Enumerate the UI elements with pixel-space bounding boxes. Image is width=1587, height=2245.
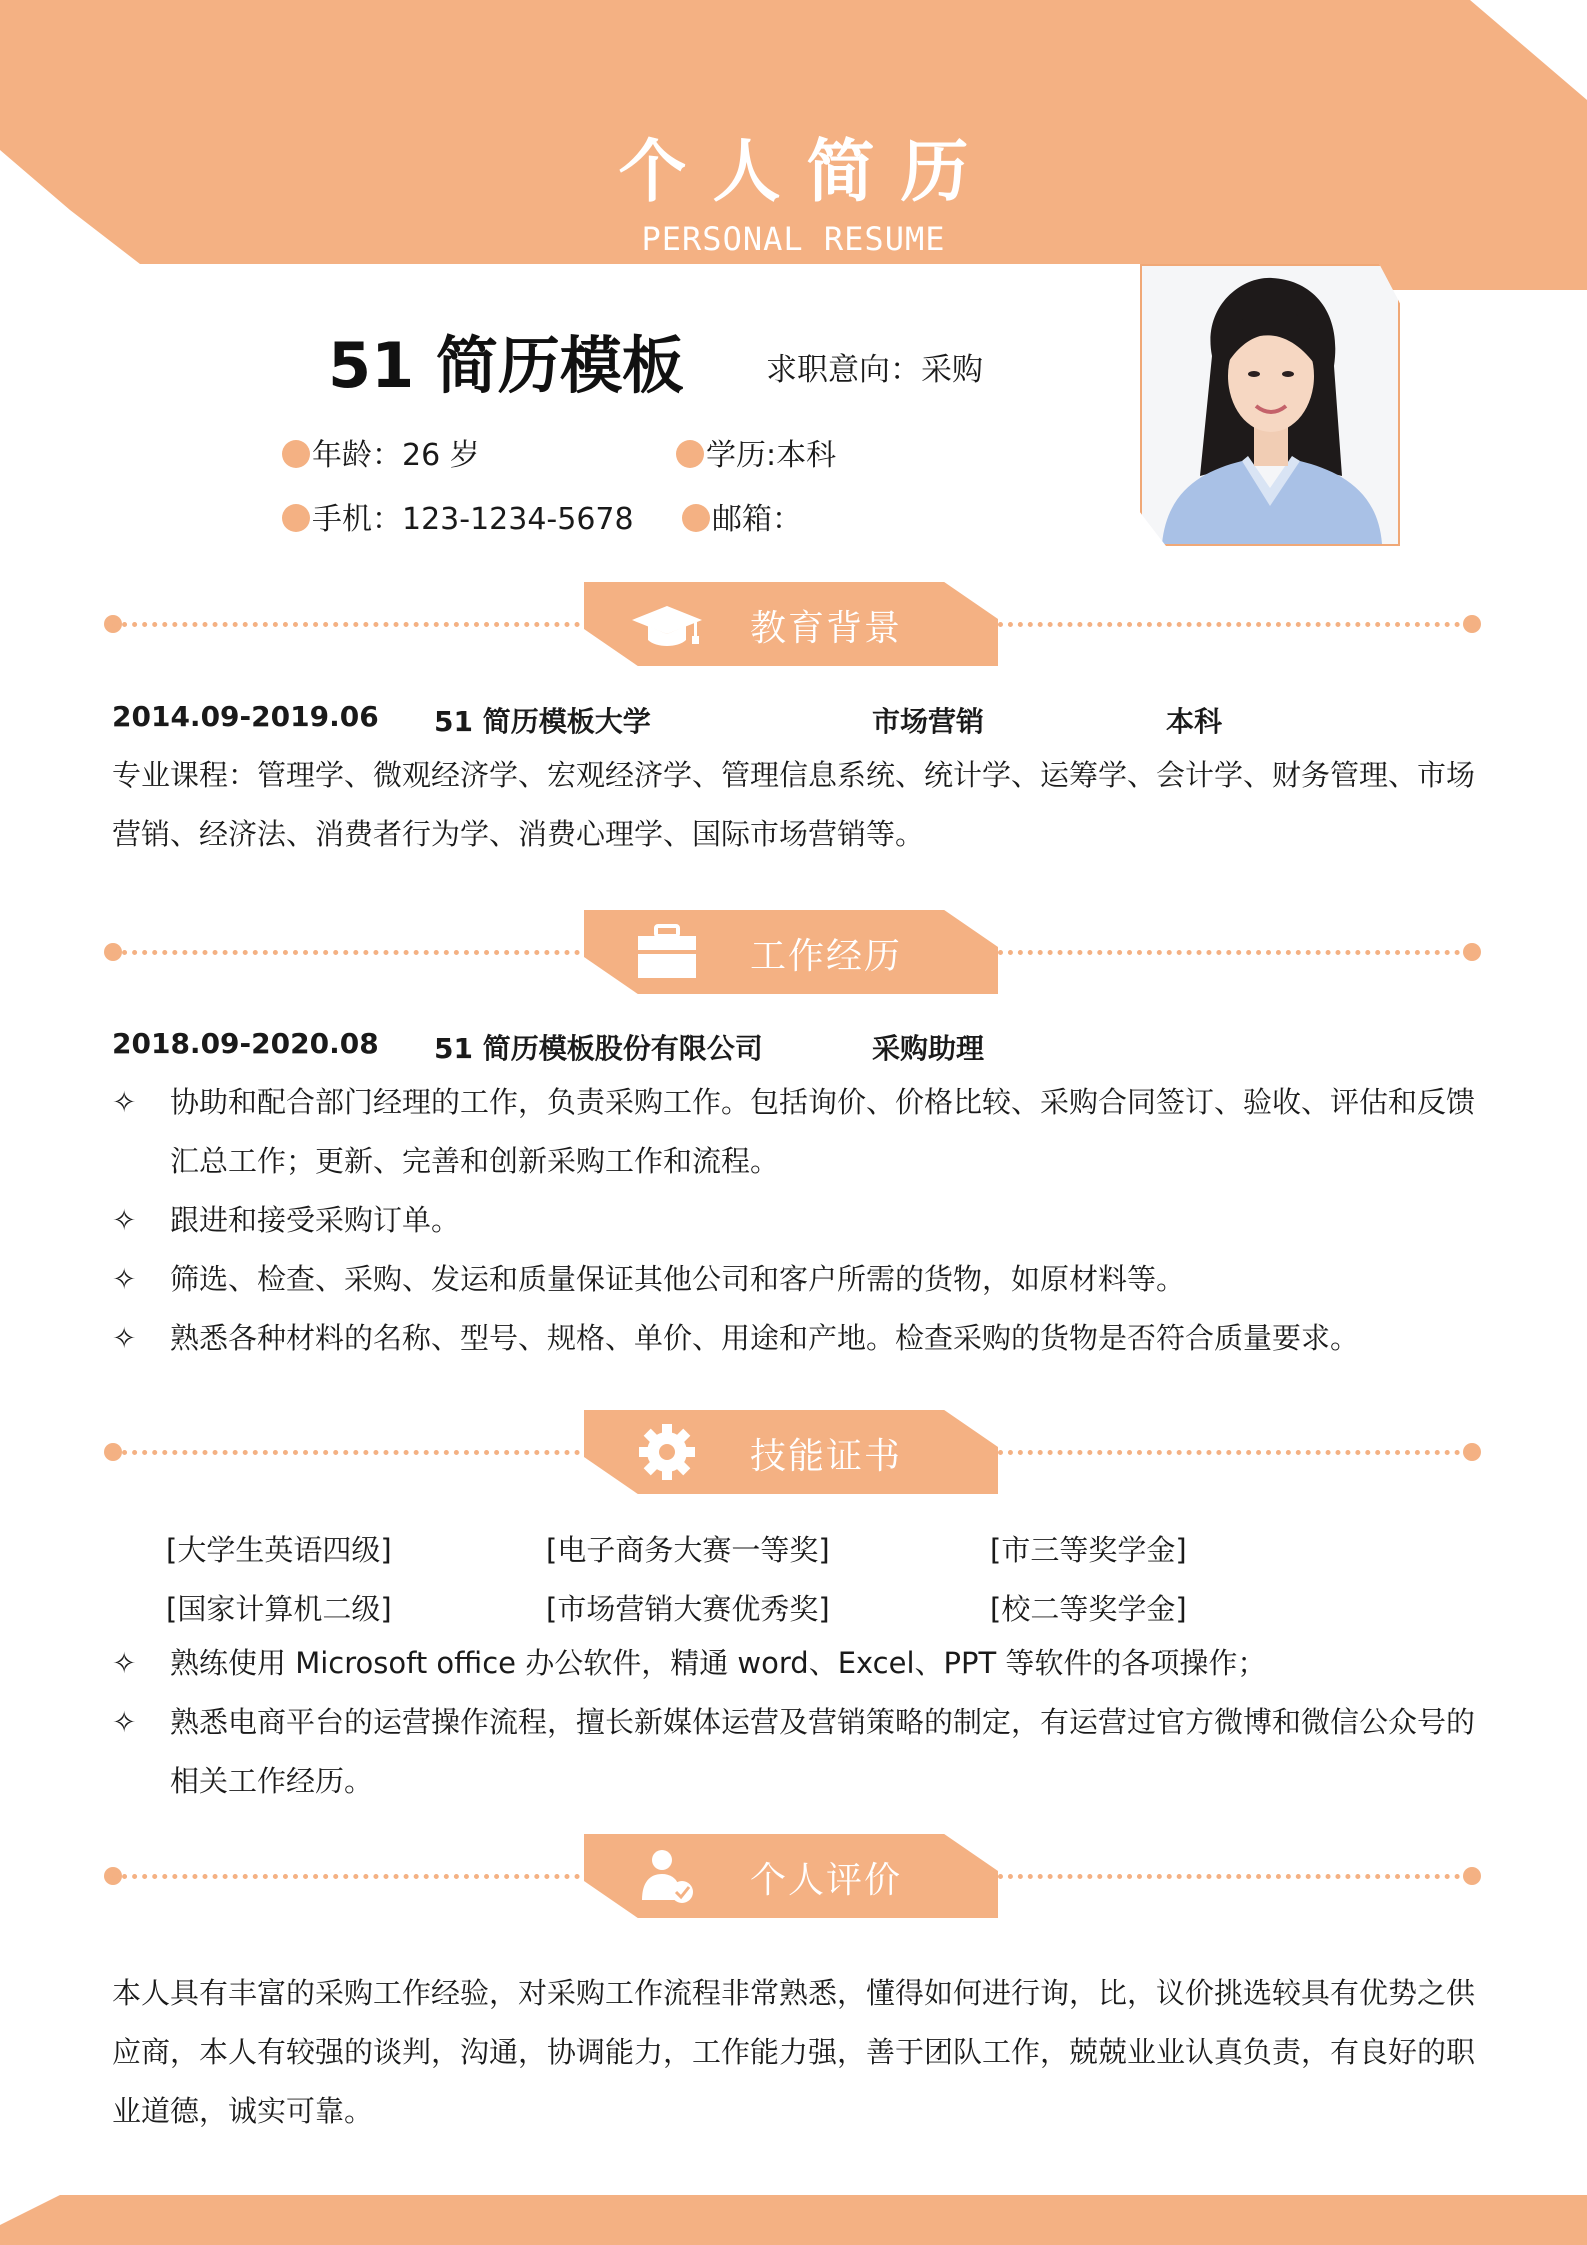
skill-bullet: ✧ 熟悉电商平台的运营操作流程，擅长新媒体运营及营销策略的制定，有运营过官方微博和微信公众号的相关工作经历。 [112, 1693, 1482, 1811]
diamond-star-icon: ✧ [112, 1085, 137, 1119]
education-info: 学历:本科 [676, 430, 836, 474]
edu-degree: 本科 [1166, 705, 1223, 738]
divider-right [998, 1450, 1470, 1455]
bullet-dot [682, 504, 710, 532]
divider-left [112, 622, 580, 627]
gear-icon [632, 1424, 702, 1480]
section-education-heading [0, 582, 1587, 666]
section-skills-heading [0, 1410, 1587, 1494]
certificate: [市场营销大赛优秀奖] [546, 1592, 830, 1626]
work-bullet: ✧ 跟进和接受采购订单。 [112, 1191, 1482, 1250]
line-end-dot [1463, 1867, 1481, 1885]
age-info: 年龄：26 岁 [282, 430, 480, 474]
page-subtitle: PERSONAL RESUME [641, 220, 946, 258]
diamond-star-icon: ✧ [112, 1321, 137, 1355]
edu-courses: 专业课程：管理学、微观经济学、宏观经济学、管理信息系统、统计学、运筹学、会计学、财务管理、市场营销、经济法、消费者行为学、消费心理学、国际市场营销等。 [112, 758, 1476, 851]
work-bullet: ✧ 协助和配合部门经理的工作，负责采购工作。包括询价、价格比较、采购合同签订、验收、评估和反馈汇总工作；更新、完善和创新采购工作和流程。 [112, 1073, 1482, 1191]
section-work-heading [0, 910, 1587, 994]
work-company: 51 简历模板股份有限公司 [434, 1032, 763, 1065]
bullet-dot [282, 440, 310, 468]
line-end-dot [1463, 943, 1481, 961]
bullet-dot [282, 504, 310, 532]
divider-left [112, 1874, 580, 1879]
divider-left [112, 1450, 580, 1455]
section-evaluation-heading [0, 1834, 1587, 1918]
divider-right [998, 1874, 1470, 1879]
certificate: [电子商务大赛一等奖] [546, 1533, 830, 1567]
section-title: 个人评价 [750, 1860, 903, 1901]
work-bullet: ✧ 熟悉各种材料的名称、型号、规格、单价、用途和产地。检查采购的货物是否符合质量要求。 [112, 1309, 1482, 1368]
diamond-star-icon: ✧ [112, 1203, 137, 1237]
graduation-cap-icon [632, 596, 702, 652]
phone-info: 手机：123-1234-5678 [282, 494, 634, 538]
section-title: 技能证书 [750, 1436, 903, 1477]
edu-major: 市场营销 [872, 705, 985, 738]
self-evaluation-text: 本人具有丰富的采购工作经验，对采购工作流程非常熟悉，懂得如何进行询，比，议价挑选较具有优势之供应商，本人有较强的谈判，沟通，协调能力，工作能力强，善于团队工作，兢兢业业认真负责，有良好的职业道德，诚实可靠。 [112, 1976, 1476, 2128]
page-title: 个人简历 [618, 133, 995, 212]
edu-school: 51 简历模板大学 [434, 705, 651, 738]
profile-photo [1140, 264, 1400, 546]
skill-bullet: ✧ 熟练使用 Microsoft office 办公软件，精通 word、Excel、PPT 等软件的各项操作； [112, 1634, 1482, 1693]
section-title: 工作经历 [750, 936, 903, 977]
work-period: 2018.09-2020.08 [112, 1027, 379, 1060]
divider-right [998, 950, 1470, 955]
certificate: [市三等奖学金] [990, 1533, 1187, 1567]
diamond-star-icon: ✧ [112, 1262, 137, 1296]
divider-left [112, 950, 580, 955]
bullet-dot [676, 440, 704, 468]
certificate: [校二等奖学金] [990, 1592, 1187, 1626]
email-info: 邮箱： [682, 494, 802, 538]
briefcase-icon [632, 924, 702, 980]
diamond-star-icon: ✧ [112, 1646, 137, 1680]
divider-right [998, 622, 1470, 627]
user-check-icon [632, 1848, 702, 1904]
candidate-name: 51 简历模板 [328, 329, 684, 402]
section-title: 教育背景 [750, 608, 903, 649]
job-intent: 求职意向：采购 [766, 352, 983, 388]
edu-period: 2014.09-2019.06 [112, 700, 379, 733]
diamond-star-icon: ✧ [112, 1705, 137, 1739]
work-position: 采购助理 [872, 1032, 985, 1065]
line-end-dot [1463, 615, 1481, 633]
work-bullet: ✧ 筛选、检查、采购、发运和质量保证其他公司和客户所需的货物，如原材料等。 [112, 1250, 1482, 1309]
line-end-dot [1463, 1443, 1481, 1461]
certificate: [国家计算机二级] [166, 1592, 392, 1626]
footer-banner [0, 2195, 1587, 2245]
certificate: [大学生英语四级] [166, 1533, 392, 1567]
